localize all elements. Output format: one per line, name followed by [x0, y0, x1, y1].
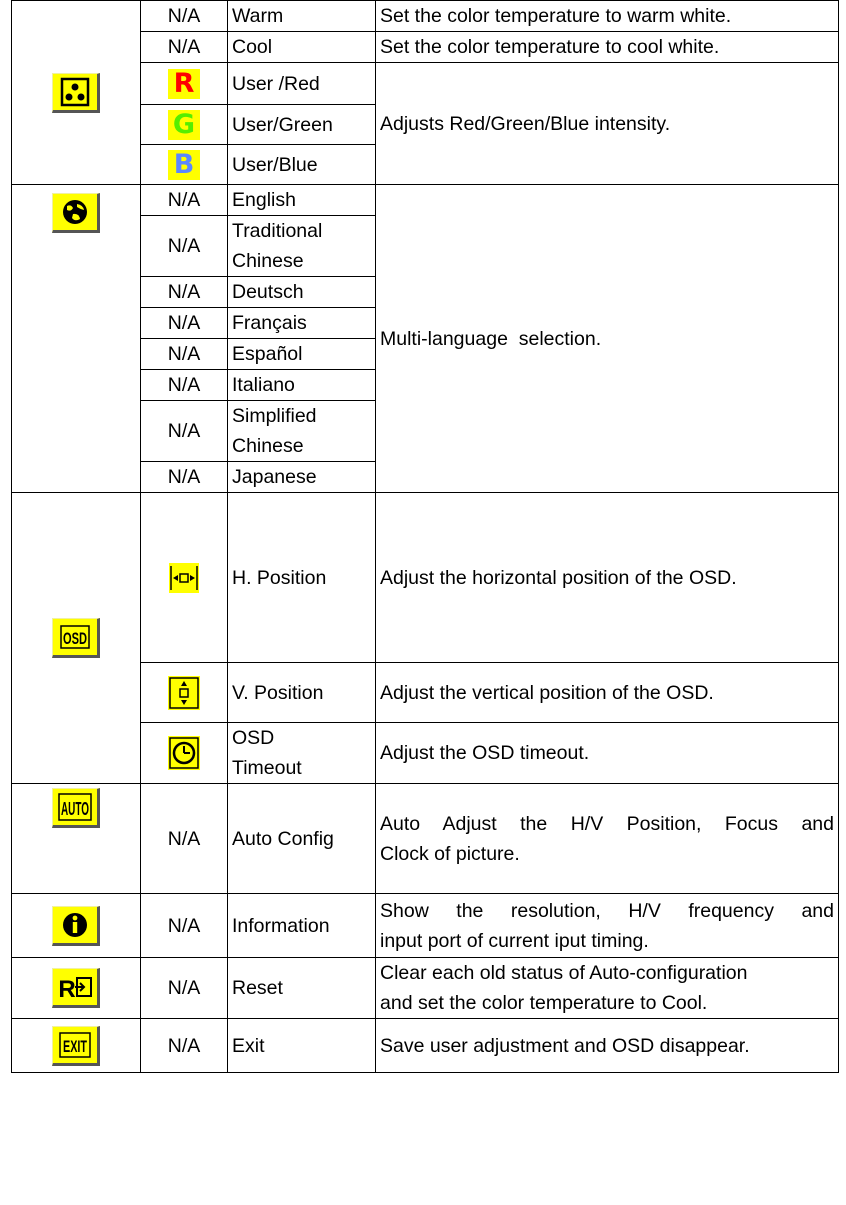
na-cell: N/A	[141, 308, 228, 339]
item-label: H. Position	[228, 493, 376, 663]
na-cell: N/A	[141, 277, 228, 308]
item-description-line: input port of current iput timing.	[380, 929, 649, 952]
item-description: Save user adjustment and OSD disappear.	[376, 1019, 839, 1073]
table-row-h-position	[12, 493, 839, 663]
v-position-icon-cell	[141, 663, 228, 723]
item-label: Español	[228, 339, 376, 370]
item-description-line: Auto Adjust the H/V Position, Focus and	[380, 812, 834, 835]
item-label: English	[228, 185, 376, 216]
item-label: Reset	[228, 958, 376, 1019]
table-row-auto-config	[12, 784, 839, 894]
na-cell: N/A	[141, 216, 228, 277]
item-description: Adjust the horizontal position of the OSD.	[376, 493, 839, 663]
item-label	[228, 723, 376, 784]
color-temperature-icon	[52, 73, 100, 113]
vertical-position-icon	[168, 676, 200, 710]
item-label-line: Chinese	[232, 435, 304, 457]
horizontal-position-icon	[169, 563, 199, 593]
item-label: Warm	[228, 1, 376, 32]
green-letter-icon: G	[168, 110, 200, 140]
na-cell: N/A	[141, 784, 228, 894]
na-cell: N/A	[141, 370, 228, 401]
item-label: Auto Config	[228, 784, 376, 894]
exit-icon-text: EXIT	[63, 1036, 88, 1056]
color-temp-icon-cell	[12, 1, 141, 185]
na-cell: N/A	[141, 1019, 228, 1073]
item-description-line: Clock of picture.	[380, 842, 520, 865]
item-description: Set the color temperature to warm white.	[376, 1, 839, 32]
info-icon-cell	[12, 894, 141, 958]
item-description: Set the color temperature to cool white.	[376, 32, 839, 63]
item-label: Deutsch	[228, 277, 376, 308]
item-description: Adjust the OSD timeout.	[376, 723, 839, 784]
green-icon-cell	[141, 105, 228, 145]
na-cell: N/A	[141, 185, 228, 216]
osd-icon-text: OSD	[63, 629, 87, 648]
item-description-line: Show the resolution, H/V frequency and	[380, 899, 834, 922]
item-label: Cool	[228, 32, 376, 63]
auto-icon-cell	[12, 784, 141, 894]
red-icon-cell	[141, 63, 228, 105]
na-cell: N/A	[141, 894, 228, 958]
timeout-icon-cell	[141, 723, 228, 784]
na-cell: N/A	[141, 339, 228, 370]
item-label	[228, 401, 376, 462]
table-row-language	[12, 185, 839, 216]
item-description: Multi-language selection.	[376, 185, 839, 493]
osd-icon-cell	[12, 493, 141, 784]
item-label-line: Simplified	[232, 405, 317, 427]
na-cell: N/A	[141, 32, 228, 63]
item-label: Français	[228, 308, 376, 339]
item-description-line: Clear each old status of Auto-configuration	[380, 962, 748, 984]
item-label: Exit	[228, 1019, 376, 1073]
item-label: User/Green	[228, 105, 376, 145]
item-label: Japanese	[228, 462, 376, 493]
item-label: Information	[228, 894, 376, 958]
table-row-reset	[12, 958, 839, 1019]
table-row-warm	[12, 1, 839, 32]
auto-icon	[52, 788, 100, 828]
item-description	[376, 784, 839, 894]
blue-icon-cell	[141, 145, 228, 185]
exit-icon-cell	[12, 1019, 141, 1073]
exit-icon	[52, 1026, 100, 1066]
osd-menu-table	[11, 0, 839, 1073]
item-description: Adjusts Red/Green/Blue intensity.	[376, 63, 839, 185]
item-description-line: and set the color temperature to Cool.	[380, 992, 708, 1014]
item-label-line: OSD	[232, 727, 275, 749]
red-letter-icon: R	[168, 69, 200, 99]
auto-icon-text: AUTO	[61, 799, 89, 819]
item-label: User/Blue	[228, 145, 376, 185]
reset-icon-text: R	[58, 976, 76, 1003]
item-description	[376, 958, 839, 1019]
globe-icon	[52, 193, 100, 233]
item-label-line: Timeout	[232, 757, 302, 779]
table-row-information	[12, 894, 839, 958]
reset-icon	[52, 968, 100, 1008]
item-label	[228, 216, 376, 277]
item-label-line: Chinese	[232, 250, 304, 272]
h-position-icon-cell	[141, 493, 228, 663]
info-icon	[52, 906, 100, 946]
clock-icon	[168, 736, 200, 770]
item-label: V. Position	[228, 663, 376, 723]
item-description	[376, 894, 839, 958]
na-cell: N/A	[141, 401, 228, 462]
blue-letter-icon: B	[168, 150, 200, 180]
item-label: User /Red	[228, 63, 376, 105]
item-description: Adjust the vertical position of the OSD.	[376, 663, 839, 723]
reset-icon-cell	[12, 958, 141, 1019]
na-cell: N/A	[141, 958, 228, 1019]
na-cell: N/A	[141, 1, 228, 32]
table-row-exit	[12, 1019, 839, 1073]
item-label-line: Traditional	[232, 220, 323, 242]
language-icon-cell	[12, 185, 141, 493]
na-cell: N/A	[141, 462, 228, 493]
osd-icon	[52, 618, 100, 658]
item-label: Italiano	[228, 370, 376, 401]
